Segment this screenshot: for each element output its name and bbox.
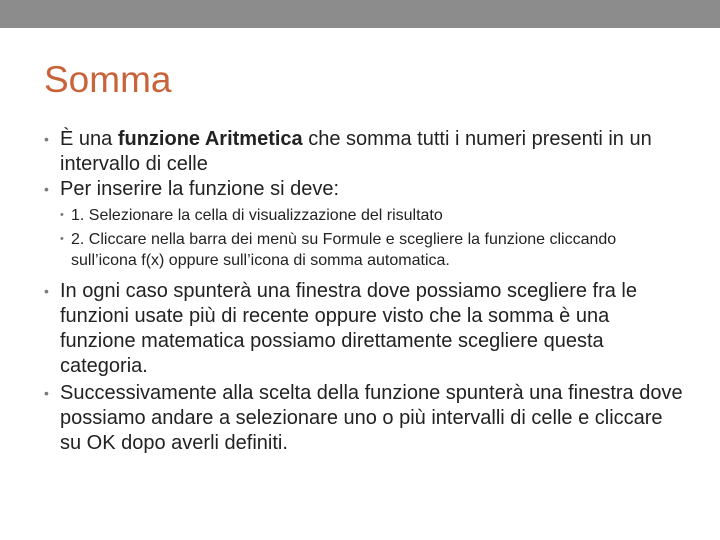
bullet-text: Per inserire la funzione si deve: [60,178,340,200]
sub-bullet-dot-icon: • [60,209,64,221]
bullet-dot-icon: • [44,181,49,197]
bullet-dot-icon: • [44,385,49,401]
sub-bullet-item [60,205,684,226]
sub-bullet-dot-icon: • [60,233,64,245]
bullet-dot-icon: • [44,283,49,299]
bullet-item [44,279,684,379]
sub-bullet-item [60,229,684,271]
slide-title: Somma [44,59,172,100]
bullet-text: In ogni caso spunterà una finestra dove possiamo scegliere fra le funzioni usate più di recente oppure visto che la somma è una funzione matematica possiamo direttamente scegliere questa categoria. [60,280,638,377]
bullet-text-bold: funzione Aritmetica [117,128,303,150]
top-bar [0,0,720,28]
bullet-text-pre: È una [60,128,118,150]
sub-bullet-list [44,205,684,271]
slide-body [44,127,684,456]
bullet-item [44,127,684,177]
sub-bullet-text: 1. Selezionare la cella di visualizzazione del risultato [71,207,443,224]
bullet-dot-icon: • [44,131,49,147]
sub-bullet-text: 2. Cliccare nella barra dei menù su Formule e scegliere la funzione cliccando sull’icona f(x) oppure sull’icona di somma automatica. [71,231,617,269]
bullet-text: Successivamente alla scelta della funzione spunterà una finestra dove possiamo andare a selezionare uno o più intervalli di celle e cliccare su OK dopo averli definiti. [60,382,683,454]
bullet-text-post: che somma tutti i numeri presenti in un intervallo di celle [60,128,652,175]
bullet-item [44,381,684,456]
bullet-item [44,177,684,202]
